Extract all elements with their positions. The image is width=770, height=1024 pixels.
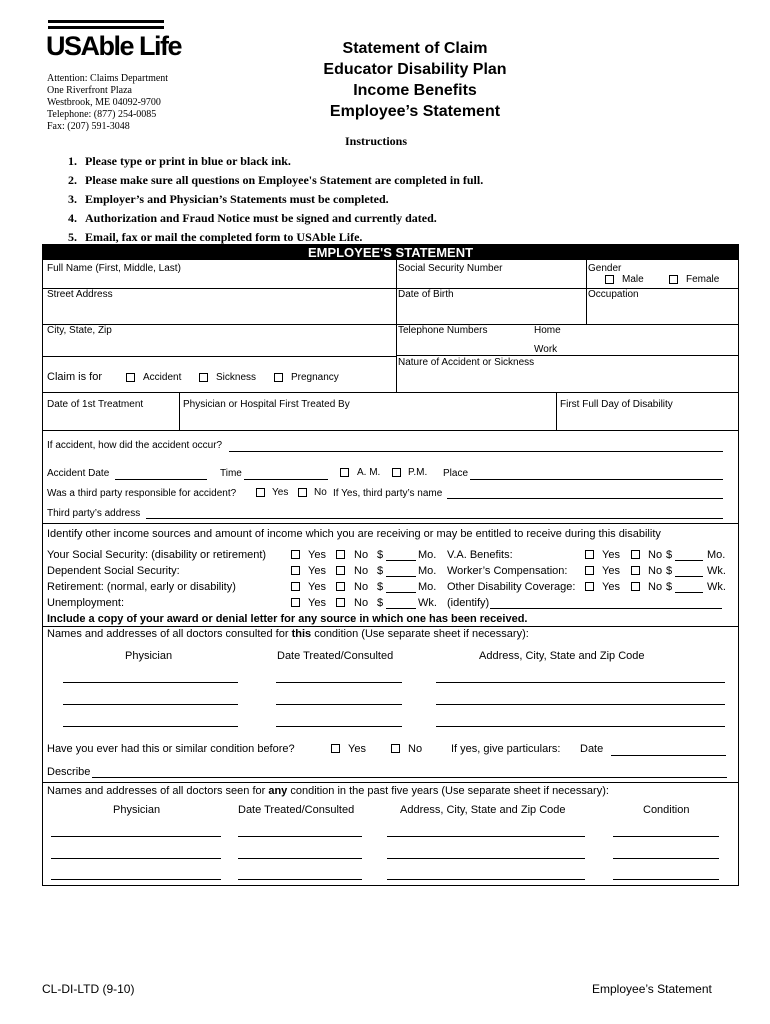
city-state-zip-label: City, State, Zip — [47, 325, 112, 336]
sickness-checkbox[interactable] — [199, 373, 208, 382]
address-line-input[interactable] — [387, 879, 585, 880]
dob-label: Date of Birth — [398, 289, 454, 300]
third-party-no-label: No — [314, 487, 327, 498]
place-label: Place — [443, 468, 469, 479]
first-full-day-label: First Full Day of Disability — [560, 399, 673, 410]
income-amount-line[interactable] — [386, 576, 416, 577]
claim-is-for-label: Claim is for — [47, 371, 103, 383]
address-line-input[interactable] — [436, 704, 725, 705]
instruction-item: 5. Email, fax or mail the completed form to USAble Life. — [68, 230, 363, 244]
physician-line[interactable] — [63, 726, 238, 727]
home-phone-label: Home — [534, 325, 561, 336]
income-unit-label: Mo. — [707, 549, 726, 561]
date-treated-line[interactable] — [238, 836, 362, 837]
income-dependent-ss-label: Dependent Social Security: — [47, 565, 180, 577]
income-retirement-label: Retirement: (normal, early or disability) — [47, 581, 236, 593]
physician-first-label: Physician or Hospital First Treated By — [183, 399, 350, 410]
income-yes-checkbox[interactable] — [585, 566, 594, 575]
title-line: Statement of Claim — [342, 40, 488, 57]
section-header: EMPLOYEE'S STATEMENT — [43, 245, 738, 260]
income-amount-line[interactable] — [386, 592, 416, 593]
condition-line[interactable] — [613, 858, 719, 859]
third-party-no-checkbox[interactable] — [298, 488, 307, 497]
income-yes-label: Yes — [308, 565, 326, 577]
date-first-treatment-label: Date of 1st Treatment — [47, 399, 144, 410]
occupation-label: Occupation — [588, 289, 639, 300]
physician-column-header: Physician — [113, 804, 161, 816]
income-yes-label: Yes — [308, 549, 326, 561]
third-party-yes-label: Yes — [272, 487, 289, 498]
instruction-item: 3. Employer’s and Physician’s Statements must be completed. — [68, 192, 389, 206]
row-divider — [396, 355, 738, 356]
pm-checkbox[interactable] — [392, 468, 401, 477]
address-column-header: Address, City, State and Zip Code — [400, 804, 566, 816]
gender-label: Gender — [588, 263, 622, 274]
row-divider — [43, 626, 738, 627]
physician-line[interactable] — [51, 836, 221, 837]
third-party-question: Was a third party responsible for accident? — [47, 488, 237, 499]
mailing-address — [47, 73, 168, 133]
column-divider — [556, 392, 557, 430]
female-checkbox[interactable] — [669, 275, 678, 284]
address-line-input[interactable] — [387, 836, 585, 837]
income-yes-checkbox[interactable] — [585, 550, 594, 559]
physician-line[interactable] — [63, 704, 238, 705]
place-line[interactable] — [470, 479, 723, 480]
employee-statement-form — [42, 244, 739, 886]
am-label: A. M. — [357, 467, 381, 478]
accident-checkbox[interactable] — [126, 373, 135, 382]
address-line-input[interactable] — [436, 726, 725, 727]
income-no-label: No — [354, 565, 369, 577]
similar-yes-label: Yes — [348, 743, 366, 755]
third-party-name-label: If Yes, third party’s name — [333, 488, 443, 499]
income-identify-line[interactable] — [490, 608, 722, 609]
income-no-checkbox[interactable] — [336, 598, 345, 607]
address-line: One Riverfront Plaza — [47, 85, 132, 96]
income-no-label: No — [354, 581, 369, 593]
doctors-any-heading: Names and addresses of all doctors seen for any condition in the past five years (Use separate sheet if necessary): — [47, 785, 609, 797]
accident-date-label: Accident Date — [47, 468, 110, 479]
instructions-list — [68, 152, 483, 247]
describe-label: Describe — [47, 766, 91, 778]
if-yes-particulars-label: If yes, give particulars: — [451, 743, 561, 755]
work-phone-label: Work — [534, 344, 558, 355]
accident-label: Accident — [143, 372, 182, 383]
income-amount-line[interactable] — [675, 576, 703, 577]
income-unemployment-label: Unemployment: — [47, 597, 125, 609]
similar-date-label: Date — [580, 743, 604, 755]
income-other-disability-label: Other Disability Coverage: — [447, 581, 576, 593]
form-code: CL-DI-LTD (9-10) — [42, 982, 135, 996]
nature-label: Nature of Accident or Sickness — [398, 357, 535, 368]
document-title — [290, 38, 540, 122]
am-checkbox[interactable] — [340, 468, 349, 477]
income-yes-checkbox[interactable] — [291, 566, 300, 575]
income-no-checkbox[interactable] — [336, 582, 345, 591]
logo-bar-top — [48, 20, 164, 23]
income-amount-line[interactable] — [386, 560, 416, 561]
describe-line[interactable] — [92, 777, 727, 778]
pm-label: P.M. — [408, 467, 428, 478]
date-treated-column-header: Date Treated/Consulted — [277, 650, 394, 662]
instruction-item: 2. Please make sure all questions on Employee's Statement are completed in full. — [68, 173, 484, 187]
row-divider — [43, 782, 738, 783]
income-amount-line[interactable] — [386, 608, 416, 609]
how-accident-line[interactable] — [229, 451, 723, 452]
income-social-security-label: Your Social Security: (disability or retirement) — [47, 549, 267, 561]
income-yes-label: Yes — [602, 565, 620, 577]
income-unit-label: Wk. — [707, 565, 726, 577]
title-line: Educator Disability Plan — [323, 61, 507, 78]
physician-line[interactable] — [51, 879, 221, 880]
similar-no-label: No — [408, 743, 423, 755]
income-no-label: No — [648, 581, 663, 593]
row-divider — [43, 523, 738, 524]
income-heading: Identify other income sources and amount of income which you are receiving or may be entitled to receive during this disability — [47, 528, 661, 540]
date-treated-line[interactable] — [276, 704, 402, 705]
male-checkbox[interactable] — [605, 275, 614, 284]
title-line: Employee’s Statement — [329, 103, 501, 120]
condition-column-header: Condition — [643, 804, 690, 816]
similar-no-checkbox[interactable] — [391, 744, 400, 753]
income-no-checkbox[interactable] — [336, 550, 345, 559]
third-party-address-line[interactable] — [146, 518, 723, 519]
date-treated-line[interactable] — [276, 682, 402, 683]
similar-date-line[interactable] — [611, 755, 726, 756]
include-copy-note: Include a copy of your award or denial letter for any source in which one has been received. — [47, 613, 528, 625]
address-line: Telephone: (877) 254-0085 — [47, 109, 157, 120]
third-party-yes-checkbox[interactable] — [256, 488, 265, 497]
address-column-header: Address, City, State and Zip Code — [479, 650, 645, 662]
income-dollar-sign: $ — [377, 565, 384, 577]
full-name-label: Full Name (First, Middle, Last) — [47, 263, 181, 274]
physician-line[interactable] — [63, 682, 238, 683]
row-divider — [43, 324, 738, 325]
date-treated-line[interactable] — [238, 879, 362, 880]
physician-column-header: Physician — [125, 650, 173, 662]
income-dollar-sign: $ — [377, 597, 384, 609]
income-yes-checkbox[interactable] — [291, 598, 300, 607]
instructions-heading: Instructions — [345, 134, 408, 148]
income-unit-label: Mo. — [418, 549, 437, 561]
income-va-label: V.A. Benefits: — [447, 549, 513, 561]
sickness-label: Sickness — [216, 372, 257, 383]
logo-bar-middle — [48, 26, 164, 29]
income-yes-label: Yes — [602, 549, 620, 561]
address-line: Attention: Claims Department — [47, 73, 169, 84]
income-amount-line[interactable] — [675, 592, 703, 593]
similar-yes-checkbox[interactable] — [331, 744, 340, 753]
income-unit-label: Wk. — [707, 581, 726, 593]
time-label: Time — [220, 468, 242, 479]
accident-date-line[interactable] — [115, 479, 207, 480]
company-logo: USAble Life — [46, 31, 182, 61]
address-line: Westbrook, ME 04092-9700 — [47, 97, 161, 108]
income-yes-label: Yes — [602, 581, 620, 593]
pregnancy-checkbox[interactable] — [274, 373, 283, 382]
income-no-checkbox[interactable] — [631, 566, 640, 575]
income-yes-checkbox[interactable] — [291, 550, 300, 559]
instruction-item: 4. Authorization and Fraud Notice must be signed and currently dated. — [68, 211, 437, 225]
income-no-label: No — [648, 565, 663, 577]
income-dollar-sign: $ — [666, 565, 673, 577]
male-label: Male — [622, 274, 644, 285]
physician-line[interactable] — [51, 858, 221, 859]
row-divider — [43, 392, 738, 393]
condition-line[interactable] — [613, 836, 719, 837]
income-identify-label: (identify) — [447, 597, 490, 609]
third-party-name-line[interactable] — [447, 498, 723, 499]
address-line-input[interactable] — [387, 858, 585, 859]
income-no-label: No — [354, 597, 369, 609]
doctors-this-heading: Names and addresses of all doctors consulted for this condition (Use separate sheet if necessary): — [47, 628, 529, 640]
address-line-input[interactable] — [436, 682, 725, 683]
telephone-label: Telephone Numbers — [398, 325, 488, 336]
income-yes-label: Yes — [308, 581, 326, 593]
female-label: Female — [686, 274, 720, 285]
income-dollar-sign: $ — [377, 581, 384, 593]
row-divider — [43, 356, 396, 357]
income-dollar-sign: $ — [666, 581, 673, 593]
income-workers-comp-label: Worker’s Compensation: — [447, 565, 568, 577]
income-no-label: No — [648, 549, 663, 561]
pregnancy-label: Pregnancy — [291, 372, 339, 383]
street-address-label: Street Address — [47, 289, 113, 300]
row-divider — [43, 430, 738, 431]
income-yes-checkbox[interactable] — [585, 582, 594, 591]
column-divider — [396, 260, 397, 392]
income-unit-label: Mo. — [418, 581, 437, 593]
third-party-address-label: Third party’s address — [47, 508, 141, 519]
address-line: Fax: (207) 591-3048 — [47, 121, 130, 132]
instruction-item: 1. Please type or print in blue or black ink. — [68, 154, 291, 168]
column-divider — [179, 392, 180, 430]
similar-condition-question: Have you ever had this or similar condition before? — [47, 743, 295, 755]
time-line[interactable] — [244, 479, 328, 480]
income-yes-checkbox[interactable] — [291, 582, 300, 591]
income-dollar-sign: $ — [377, 549, 384, 561]
income-amount-line[interactable] — [675, 560, 703, 561]
income-unit-label: Wk. — [418, 597, 437, 609]
condition-line[interactable] — [613, 879, 719, 880]
income-no-label: No — [354, 549, 369, 561]
date-treated-line[interactable] — [276, 726, 402, 727]
page-label: Employee’s Statement — [592, 982, 712, 996]
income-no-checkbox[interactable] — [631, 550, 640, 559]
income-unit-label: Mo. — [418, 565, 437, 577]
ssn-label: Social Security Number — [398, 263, 503, 274]
income-no-checkbox[interactable] — [336, 566, 345, 575]
income-dollar-sign: $ — [666, 549, 673, 561]
column-divider — [586, 260, 587, 324]
how-accident-label: If accident, how did the accident occur? — [47, 440, 223, 451]
date-treated-column-header: Date Treated/Consulted — [238, 804, 355, 816]
title-line: Income Benefits — [353, 82, 477, 99]
income-no-checkbox[interactable] — [631, 582, 640, 591]
date-treated-line[interactable] — [238, 858, 362, 859]
income-yes-label: Yes — [308, 597, 326, 609]
